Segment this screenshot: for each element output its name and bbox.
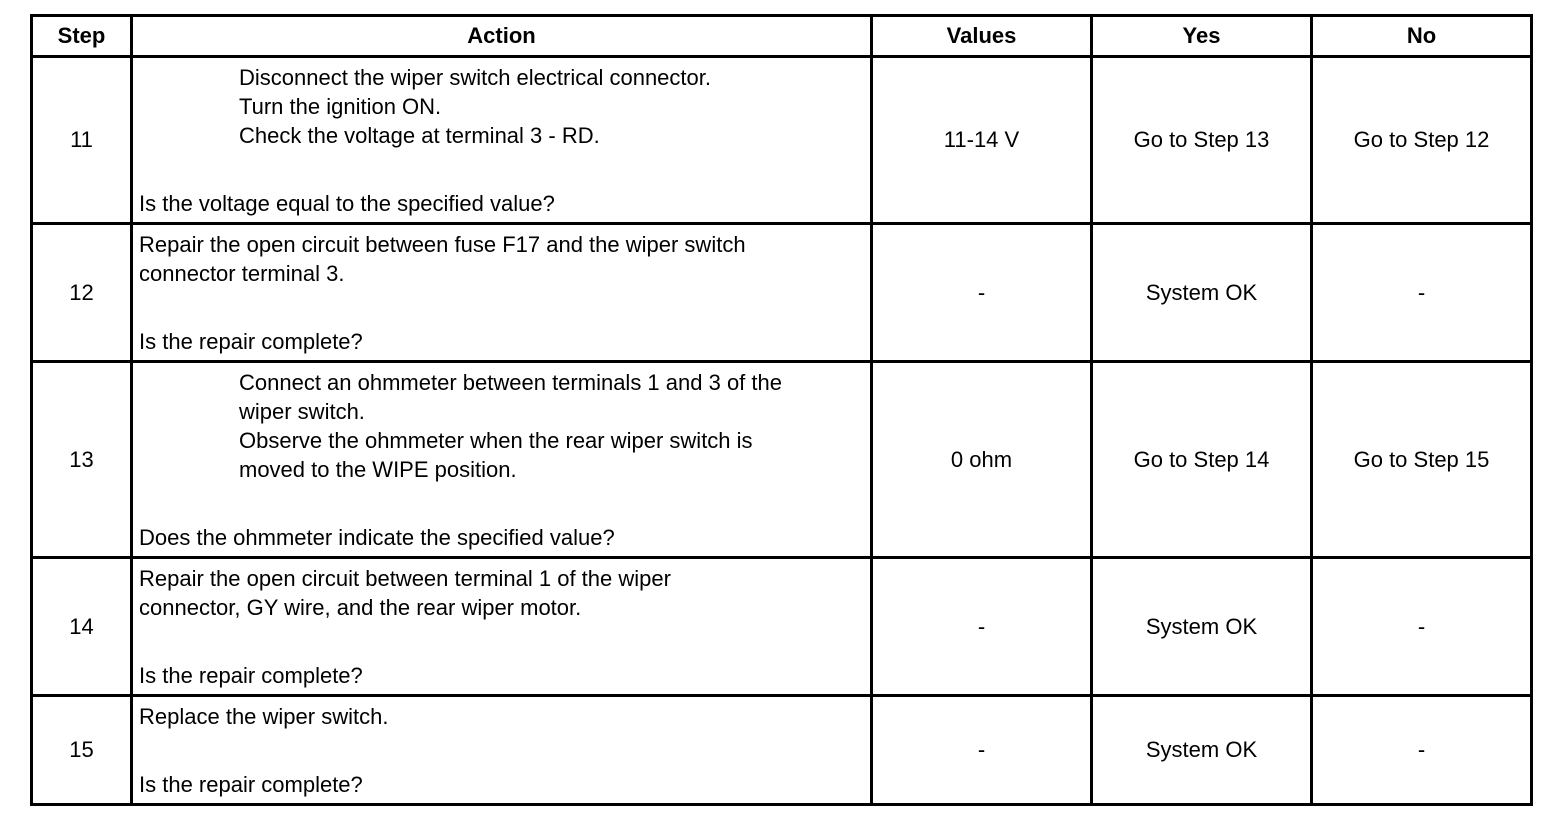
table-row <box>32 224 1532 362</box>
action-line: wiper switch. <box>239 399 365 424</box>
action-line: Disconnect the wiper switch electrical connector. <box>239 65 711 90</box>
step-number: 13 <box>32 362 132 558</box>
step-number: 12 <box>32 224 132 362</box>
action-question: Is the repair complete? <box>139 329 363 354</box>
yes-cell: Go to Step 14 <box>1092 362 1312 558</box>
action-instructions <box>139 564 866 622</box>
value-cell: - <box>872 224 1092 362</box>
value-cell: 11-14 V <box>872 57 1092 224</box>
action-question: Is the repair complete? <box>139 663 363 688</box>
step-number: 14 <box>32 558 132 696</box>
action-line: Observe the ohmmeter when the rear wiper switch is <box>239 428 753 453</box>
action-instructions <box>139 702 866 731</box>
step-number: 11 <box>32 57 132 224</box>
action-line: Replace the wiper switch. <box>139 704 389 729</box>
action-question: Does the ohmmeter indicate the specified value? <box>139 525 615 550</box>
action-line: Turn the ignition ON. <box>239 94 442 119</box>
table-row <box>32 57 1532 224</box>
header-step: Step <box>32 16 132 57</box>
value-cell: 0 ohm <box>872 362 1092 558</box>
header-values: Values <box>872 16 1092 57</box>
action-question: Is the voltage equal to the specified value? <box>139 191 555 216</box>
header-action: Action <box>132 16 872 57</box>
action-cell <box>132 224 872 362</box>
table-row <box>32 696 1532 805</box>
no-cell: - <box>1312 696 1532 805</box>
yes-cell: System OK <box>1092 696 1312 805</box>
step-number: 15 <box>32 696 132 805</box>
action-instructions <box>139 368 866 484</box>
header-row <box>32 16 1532 57</box>
yes-cell: System OK <box>1092 224 1312 362</box>
action-instructions <box>139 63 866 150</box>
action-cell <box>132 558 872 696</box>
action-cell <box>132 696 872 805</box>
no-cell: - <box>1312 224 1532 362</box>
action-line: Connect an ohmmeter between terminals 1 and 3 of the <box>239 370 782 395</box>
no-cell: Go to Step 12 <box>1312 57 1532 224</box>
diagnostic-table <box>30 14 1533 806</box>
value-cell: - <box>872 558 1092 696</box>
action-line: moved to the WIPE position. <box>239 457 517 482</box>
action-cell <box>132 362 872 558</box>
table-row <box>32 362 1532 558</box>
action-question: Is the repair complete? <box>139 772 363 797</box>
action-cell <box>132 57 872 224</box>
yes-cell: Go to Step 13 <box>1092 57 1312 224</box>
no-cell: - <box>1312 558 1532 696</box>
action-line: Check the voltage at terminal 3 - RD. <box>239 123 600 148</box>
header-no: No <box>1312 16 1532 57</box>
value-cell: - <box>872 696 1092 805</box>
no-cell: Go to Step 15 <box>1312 362 1532 558</box>
action-line: Repair the open circuit between terminal 1 of the wiper <box>139 566 671 591</box>
action-line: connector terminal 3. <box>139 261 345 286</box>
action-line: Repair the open circuit between fuse F17 and the wiper switch <box>139 232 746 257</box>
action-instructions <box>139 230 866 288</box>
header-yes: Yes <box>1092 16 1312 57</box>
action-line: connector, GY wire, and the rear wiper motor. <box>139 595 582 620</box>
yes-cell: System OK <box>1092 558 1312 696</box>
table-row <box>32 558 1532 696</box>
